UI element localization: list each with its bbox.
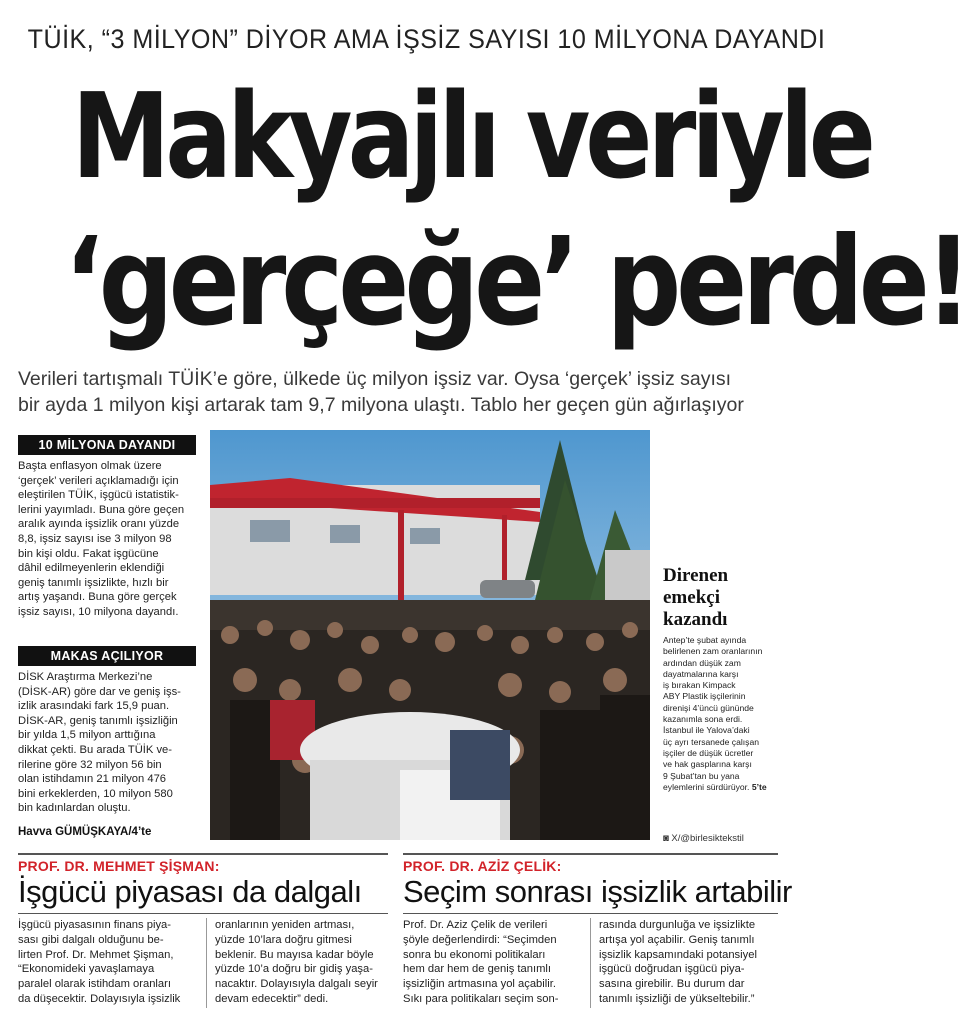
text-line: hem dar hem de geniş tanımlı <box>403 963 551 976</box>
text-line: şöyle değerlendirdi: “Seçimden <box>403 933 557 946</box>
text-line: “Ekonomideki yavaşlamaya <box>18 963 155 976</box>
text-line: bin kişi oldu. Fakat işgücüne <box>18 547 159 560</box>
text-line: İşgücü piyasasının finans piya- <box>18 919 171 931</box>
text-line: işgücü doğrudan işgücü piya- <box>599 963 745 976</box>
text-line: yüzde 10’a doğru bir gidiş yaşa- <box>215 963 373 976</box>
caption-line: Antep’te şubat ayında <box>663 635 747 645</box>
text-line: paralel olarak istihdam oranları <box>18 978 171 991</box>
text-line: dâhil edilmeyenlerin eklendiği <box>18 562 165 575</box>
text-line: lerini yayımladı. Buna göre geçen <box>18 503 185 516</box>
headline-line-1: Makyajlı veriyle <box>71 67 871 205</box>
byline: Havva GÜMÜŞKAYA/4’te <box>18 826 152 838</box>
article-col-1 <box>18 918 208 1007</box>
text-line: artış yaşandı. Buna göre gerçek <box>18 591 177 604</box>
text-line: beklenir. Bu mayısa kadar böyle <box>215 948 374 961</box>
column-separator <box>590 918 591 1008</box>
caption-line: ve hak gasplarına karşı <box>663 759 752 770</box>
caption-line: direnişi 4’üncü gününde <box>663 702 754 713</box>
caption-line: üç ayrı tersanede çalışan <box>663 736 760 747</box>
deck-line: Verileri tartışmalı TÜİK’e göre, ülkede üç milyon işsiz var. Oysa ‘gerçek’ işsiz sayısı <box>18 368 732 390</box>
text-line: bini erkeklerden, 10 milyon 580 <box>18 787 173 800</box>
text-line: eleştirilen TÜİK, işgücü istatistik- <box>18 489 179 502</box>
deck-line: bir ayda 1 milyon kişi artarak tam 9,7 milyona ulaştı. Tablo her geçen gün ağırlaşıyor <box>18 394 744 416</box>
camera-icon: ◙ <box>663 833 672 844</box>
caption-line: ABY Plastik işçilerinin <box>663 691 746 702</box>
caption-line: dayatmalarına karşı <box>663 668 739 679</box>
photo-caption-title <box>663 565 783 631</box>
text-line: işsiz sayısı, 10 milyona dayandı. <box>18 605 179 618</box>
column-separator <box>206 918 207 1008</box>
article-col-4 <box>599 918 784 1007</box>
text-line: DİSK Araştırma Merkezi’ne <box>18 671 153 683</box>
subheadline-isgucu: İşgücü piyasası da dalgalı <box>18 874 362 909</box>
caption-line: ardından düşük zam <box>663 657 741 668</box>
text-line: (DİSK-AR) göre dar ve geniş işs- <box>18 685 181 698</box>
article-col-3 <box>403 918 593 1007</box>
text-line: dikkat çekti. Bu arada TÜİK ve- <box>18 743 172 756</box>
text-line: sası gibi dalgalı olduğunu be- <box>18 933 164 946</box>
text-line: işsizlik kapsamındaki potansiyel <box>599 948 757 961</box>
social-handle <box>663 833 744 844</box>
protest-photo <box>210 430 650 840</box>
text-line: bir yılda 1,5 milyon arttığına <box>18 729 156 742</box>
section-title-10-milyona: 10 MİLYONA DAYANDI <box>18 435 196 455</box>
text-line: sonra bu ekonomi politikaları <box>403 948 546 961</box>
text-line: rilerine göre 32 milyon 56 bin <box>18 758 162 771</box>
headline-line-2: ‘gerçeğe’ perde! <box>63 211 967 353</box>
caption-line: belirlenen zam oranlarının <box>663 646 763 657</box>
subheadline-secim: Seçim sonrası işsizlik artabilir <box>403 874 792 909</box>
text-line: geniş tanımlı işsizlikte, hızlı bir <box>18 576 169 589</box>
text-line: 8,8, işsiz sayısı ise 3 milyon 98 <box>18 532 172 545</box>
section-body-2 <box>18 670 208 816</box>
photo-caption-body <box>663 635 785 793</box>
text-line: aralık ayında işsizlik oranı yüzde <box>18 518 180 531</box>
caption-title-line: emekçi <box>663 587 720 608</box>
caption-last-line: eylemlerini sürdürüyor. <box>663 781 750 792</box>
section-body-1 <box>18 459 208 620</box>
caption-line: 9 Şubat’tan bu yana <box>663 770 740 781</box>
text-line: da düşecektir. Dolayısıyla işsizlik <box>18 992 181 1005</box>
divider <box>18 853 388 855</box>
social-handle-text: X/@birlesiktekstil <box>671 833 744 844</box>
caption-title-line: kazandı <box>663 609 728 630</box>
text-line: rasında durgunluğa ve işsizlikte <box>599 919 756 931</box>
author-label-sisman: PROF. DR. MEHMET ŞİŞMAN: <box>18 858 220 874</box>
article-col-2 <box>215 918 395 1007</box>
text-line: lirten Prof. Dr. Mehmet Şişman, <box>18 948 174 961</box>
text-line: artışa yol açabilir. Geniş tanımlı <box>599 933 755 946</box>
caption-line: İstanbul ile Yalova’daki <box>663 725 750 736</box>
text-line: sasına girebilir. Bu durum dar <box>599 978 745 991</box>
text-line: DİSK-AR, geniş tanımlı işsizliğin <box>18 714 178 727</box>
kicker-headline: TÜİK, “3 MİLYON” DİYOR AMA İŞSİZ SAYISI 10 MİLYONA DAYANDI <box>27 24 826 54</box>
text-line: Prof. Dr. Aziz Çelik de verileri <box>403 919 548 931</box>
divider <box>18 913 388 914</box>
text-line: yüzde 10’lara doğru gitmesi <box>215 933 352 946</box>
caption-line <box>663 782 785 793</box>
text-line: tanımlı işsizliği de yükseltebilir.” <box>599 992 755 1005</box>
section-title-makas: MAKAS AÇILIYOR <box>18 646 196 666</box>
text-line: ‘gerçek’ verileri açıklamadığı için <box>18 474 179 487</box>
caption-line: iş bırakan Kimpack <box>663 680 736 691</box>
text-line: bin kadınlardan oluştu. <box>18 802 131 815</box>
text-line: oranlarının yeniden artması, <box>215 919 355 931</box>
text-line: işsizliğin artmasına yol açabilir. <box>403 978 556 991</box>
text-line: Sıkı para politikaları seçim son- <box>403 992 559 1005</box>
text-line: Başta enflasyon olmak üzere <box>18 460 162 472</box>
text-line: izlik arasındaki fark 15,9 puan. <box>18 700 170 713</box>
author-label-celik: PROF. DR. AZİZ ÇELİK: <box>403 858 562 874</box>
caption-line: işçiler de düşük ücretler <box>663 747 754 758</box>
deck <box>18 366 778 418</box>
text-line: olan istihdamın 21 milyon 476 <box>18 773 167 786</box>
caption-title-line: Direnen <box>663 565 729 586</box>
text-line: nacaktır. Dolayısıyla dalgalı seyir <box>215 978 378 991</box>
page-ref: 5’te <box>751 781 767 792</box>
text-line: devam edecektir” dedi. <box>215 992 329 1005</box>
divider <box>403 853 778 855</box>
caption-line: kazanımla sona erdi. <box>663 714 743 725</box>
divider <box>403 913 778 914</box>
